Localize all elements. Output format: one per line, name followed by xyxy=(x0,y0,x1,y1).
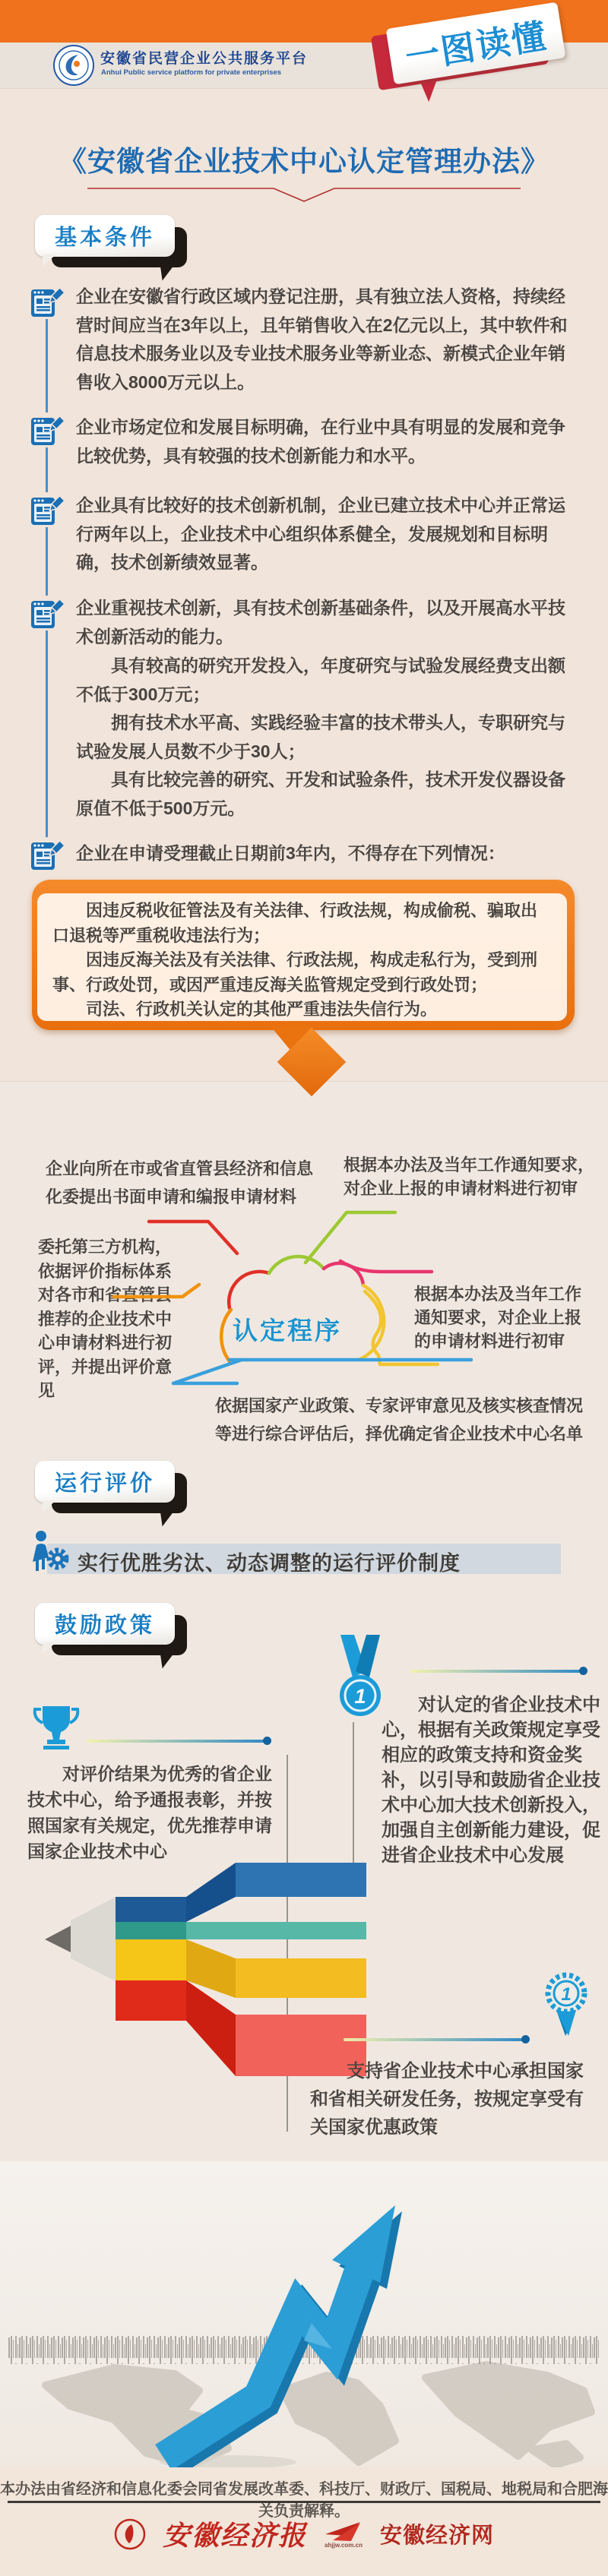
incentive-excellent-text: 对评价结果为优秀的省企业技术中心，给予通报表彰，并按照国家有关规定，优先推荐申请国家企业技术中心 xyxy=(27,1764,272,1861)
world-map-silhouette xyxy=(46,2365,591,2465)
document-pencil-icon xyxy=(30,596,65,631)
platform-title: 安徽省民营企业公共服务平台 xyxy=(100,51,309,67)
incentive-recognized-text: 对认定的省企业技术中心，根据有关政策规定享受相应的政策支持和资金奖补，以引导和鼓励省企业技术中心加大技术创新投入，加强自主创新能力建设，促进省企业技术中心发展 xyxy=(382,1695,600,1866)
banner-bubble xyxy=(378,11,568,94)
pointer-line-excellent xyxy=(87,1740,268,1743)
badge-basic-conditions xyxy=(35,215,198,276)
procedure-cloud-diagram xyxy=(0,1139,608,1459)
badge-evaluation xyxy=(35,1461,198,1522)
procedure-third-party-text: 委托第三方机构，依据评价指标体系对各市和省直管县推荐的企业技术中心申请材料进行初评，并提出评价意见 xyxy=(38,1237,173,1400)
procedure-review-right-text: 根据本办法及当年工作通知要求，对企业上报的申请材料进行初审 xyxy=(414,1285,582,1351)
website-logo-text: 安徽经济网 xyxy=(380,2524,495,2548)
prohibited-item-3: 司法、行政机关认定的其他严重违法失信行为。 xyxy=(86,1000,438,1019)
document-pencil-icon xyxy=(30,492,65,527)
document-pencil-icon xyxy=(30,284,65,319)
badge-basic-label: 基本条件 xyxy=(35,215,175,257)
evaluation-statement: 实行优胜劣汰、动态调整的运行评价制度 xyxy=(78,1552,461,1575)
procedure-review-top-text: 根据本办法及当年工作通知要求，对企业上报的申请材料进行初审 xyxy=(344,1155,595,1198)
newspaper-logo-text: 安徽经济报 xyxy=(162,2521,307,2551)
basic-subitem-1: 具有较高的研究开发投入，年度研究与试验发展经费支出额不低于300万元； xyxy=(76,656,565,704)
footer-divider xyxy=(8,2501,600,2503)
pointer-line-recognized xyxy=(410,1670,584,1673)
document-pencil-icon xyxy=(30,412,65,447)
basic-subitems xyxy=(76,652,579,823)
basic-item-2: 企业市场定位和发展目标明确，在行业中具有明显的发展和竞争比较优势，具有较强的技术创新能力和水平。 xyxy=(76,417,565,466)
badge-evaluation-label: 运行评价 xyxy=(35,1461,175,1503)
basic-item-1: 企业在安徽省行政区域内登记注册，具有独立法人资格，持续经营时间应当在3年以上，且年销售收入在2亿元以上，其中软件和信息技术服务业以及专业技术服务业等新业态、新模式企业年销售收入8000万元以上。 xyxy=(76,286,568,392)
basic-item-3: 企业具有比较好的技术创新机制，企业已建立技术中心并正常运行两年以上，企业技术中心组织体系健全，发展规划和目标明确，技术创新绩效显著。 xyxy=(76,495,565,572)
prohibited-list xyxy=(52,899,552,1022)
growth-arrow-picture xyxy=(0,2161,608,2467)
incentive-support-text: 支持省企业技术中心承担国家和省相关研发任务，按规定享受有关国家优惠政策 xyxy=(310,2061,584,2138)
badge-incentive-label: 鼓励政策 xyxy=(35,1603,175,1645)
prohibited-item-2: 因违反海关法及有关法律、行政法规，构成走私行为，受到刑事、行政处罚，或因严重违反海关监管规定受到行政处罚； xyxy=(52,950,538,994)
platform-logo-icon xyxy=(53,45,94,86)
document-pencil-icon xyxy=(30,837,65,872)
badge-incentive xyxy=(35,1603,198,1664)
basic-subitem-2: 拥有技术水平高、实践经验丰富的技术带头人，专职研究与试验发展人员数不少于30人； xyxy=(76,713,565,761)
document-title: 《安徽省企业技术中心认定管理办法》 xyxy=(59,147,549,178)
procedure-title: 认定程序 xyxy=(233,1316,342,1345)
person-gear-icon xyxy=(30,1528,73,1574)
rosette-badge-icon xyxy=(543,1971,590,2037)
footer-logos xyxy=(0,2514,608,2553)
website-logo-icon xyxy=(324,2519,363,2549)
footer-note: 本办法由省经济和信息化委会同省发展改革委、科技厅、财政厅、国税局、地税局和合肥海关负责解释。 xyxy=(0,2481,608,2520)
trophy-icon xyxy=(30,1705,82,1752)
svg-text:1: 1 xyxy=(354,1685,366,1708)
platform-subtitle: Anhui Public service platform for private enterprises xyxy=(101,68,282,77)
banner-label: 一图读懂 xyxy=(386,2,566,85)
basic-item-4: 企业重视技术创新，具有技术创新基础条件，以及开展高水平技术创新活动的能力。 xyxy=(76,598,565,646)
basic-notice: 企业在申请受理截止日期前3年内，不得存在下列情况： xyxy=(76,843,505,863)
medal-icon xyxy=(334,1635,386,1720)
basic-subitem-3: 具有比较完善的研究、开发和试验条件，技术开发仪器设备原值不低于500万元。 xyxy=(76,770,565,818)
newspaper-logo-icon xyxy=(114,2518,146,2550)
procedure-final-text: 依据国家产业政策、专家评审意见及核实核查情况等进行综合评估后，择优确定省企业技术中心名单 xyxy=(215,1396,584,1443)
svg-text:1: 1 xyxy=(561,1984,572,2005)
title-divider xyxy=(84,185,524,207)
website-url: ahjjw.com.cn xyxy=(325,2542,363,2549)
prohibited-item-1: 因违反税收征管法及有关法律、行政法规，构成偷税、骗取出口退税等严重税收违法行为； xyxy=(52,901,538,945)
bullet-connector-line xyxy=(46,302,48,839)
pointer-line-support xyxy=(344,2038,526,2041)
procedure-apply-text: 企业向所在市或省直管县经济和信息化委提出书面申请和编报申请材料 xyxy=(46,1159,314,1206)
pencil-fan-graphic xyxy=(0,1854,608,2089)
